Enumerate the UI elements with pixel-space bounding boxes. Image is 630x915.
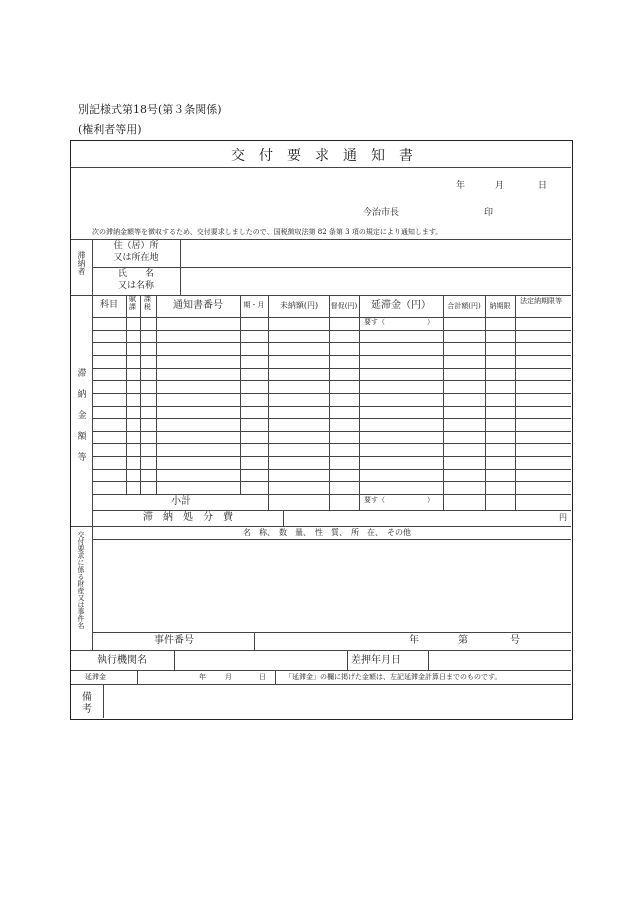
divider <box>485 295 486 510</box>
name-label-2: 又は名称 <box>117 281 155 291</box>
divider <box>174 650 175 670</box>
col-fuka: 賦課 <box>129 295 136 311</box>
divider <box>515 295 516 510</box>
divider <box>92 539 571 540</box>
row-rule <box>92 431 571 432</box>
row-rule <box>92 418 571 419</box>
divider <box>71 526 571 527</box>
divider <box>71 684 571 685</box>
divider <box>140 295 141 494</box>
remarks-label-1: 備 <box>82 692 92 703</box>
address-label-1: 住（居）所 <box>113 241 159 251</box>
seizure-date-label: 差押年月日 <box>351 655 401 666</box>
late-fee-note: 要す（ ） <box>364 318 434 326</box>
row-rule <box>92 342 571 343</box>
amounts-section-label: 滞納金額等 <box>77 369 87 463</box>
row-rule <box>92 443 571 444</box>
property-section-label: 交付要求に係る財産又は事件名 <box>77 531 85 629</box>
title-divider <box>71 167 571 168</box>
date-year: 年 <box>456 181 466 191</box>
property-columns-header: 名 称、 数 量、 性 質、 所 在、 その他 <box>243 528 411 537</box>
divider <box>359 295 360 510</box>
divider <box>240 295 241 494</box>
divider <box>428 650 429 670</box>
name-label-1: 氏 名 <box>117 269 155 279</box>
col-late-fee: 延滞金（円） <box>371 300 431 311</box>
address-label-2: 又は所在地 <box>113 253 159 263</box>
late-calc-note: 「延滞金」の欄に掲げた金額は、左記延滞金計算日までのものです。 <box>285 673 502 681</box>
divider <box>329 295 330 510</box>
agency-label: 執行機関名 <box>97 655 147 666</box>
divider <box>126 295 127 494</box>
divider <box>92 267 571 268</box>
col-total: 合計額(円) <box>447 302 481 310</box>
subtotal-late-fee-note: 要す（ ） <box>364 496 434 504</box>
row-rule <box>92 393 571 394</box>
disposal-fee-label: 滞 納 処 分 費 <box>143 512 233 523</box>
row-rule <box>92 368 571 369</box>
disposal-fee-yen: 円 <box>559 513 567 522</box>
divider <box>156 295 157 494</box>
row-rule <box>92 330 571 331</box>
notice-form <box>70 140 573 720</box>
divider <box>71 650 571 651</box>
form-number: 別記様式第18号(第３条関係) <box>78 103 222 116</box>
divider <box>92 632 571 633</box>
divider <box>92 317 571 318</box>
divider <box>347 650 348 670</box>
row-rule <box>92 481 571 482</box>
divider <box>92 510 571 511</box>
divider <box>103 684 104 718</box>
case-year: 年 <box>409 635 419 646</box>
row-rule <box>92 469 571 470</box>
mayor-label: 今治市長 <box>363 208 400 218</box>
date-day: 日 <box>538 181 548 191</box>
row-rule <box>92 380 571 381</box>
late-calc-year: 年 <box>199 673 206 681</box>
form-title: 交 付 要 求 通 知 書 <box>231 148 413 164</box>
row-rule <box>92 456 571 457</box>
row-rule <box>92 355 571 356</box>
late-calc-day: 日 <box>259 673 266 681</box>
divider <box>275 670 276 684</box>
case-number-label: 事件番号 <box>154 635 194 646</box>
col-unpaid: 未納額(円) <box>279 301 319 310</box>
divider <box>137 670 138 684</box>
divider <box>268 295 269 510</box>
divider <box>254 632 255 650</box>
late-calc-month: 月 <box>225 673 232 681</box>
col-notice-no: 通知書番号 <box>173 300 223 311</box>
row-rule <box>92 406 571 407</box>
col-subject: 科目 <box>99 300 119 310</box>
case-go: 号 <box>510 635 520 646</box>
late-calc-label: 延滞金 <box>85 673 106 681</box>
col-period: 期・月 <box>243 301 265 309</box>
col-due: 納期限 <box>489 302 511 310</box>
subtotal-divider <box>92 494 571 495</box>
divider <box>71 670 571 671</box>
seal-mark: 印 <box>484 208 494 218</box>
divider <box>443 295 444 510</box>
divider <box>283 510 284 526</box>
date-month: 月 <box>495 181 505 191</box>
delinquent-section-label: 滞納者 <box>77 251 86 275</box>
case-dai: 第 <box>458 635 468 646</box>
col-legal-due: 法定納期限等 <box>520 297 562 305</box>
col-demand-fee: 督促(円) <box>330 302 358 310</box>
notice-statement: 次の滞納金額等を徴収するため、交付要求しましたので、国税徴収法第 82 条第 3 項の規定により通知します。 <box>92 228 443 236</box>
statement-divider <box>71 239 571 240</box>
remarks-label-2: 考 <box>82 704 92 715</box>
col-kazei: 課税 <box>144 295 151 311</box>
usage-note: (権利者等用) <box>78 123 142 136</box>
subtotal-label: 小計 <box>171 496 191 507</box>
